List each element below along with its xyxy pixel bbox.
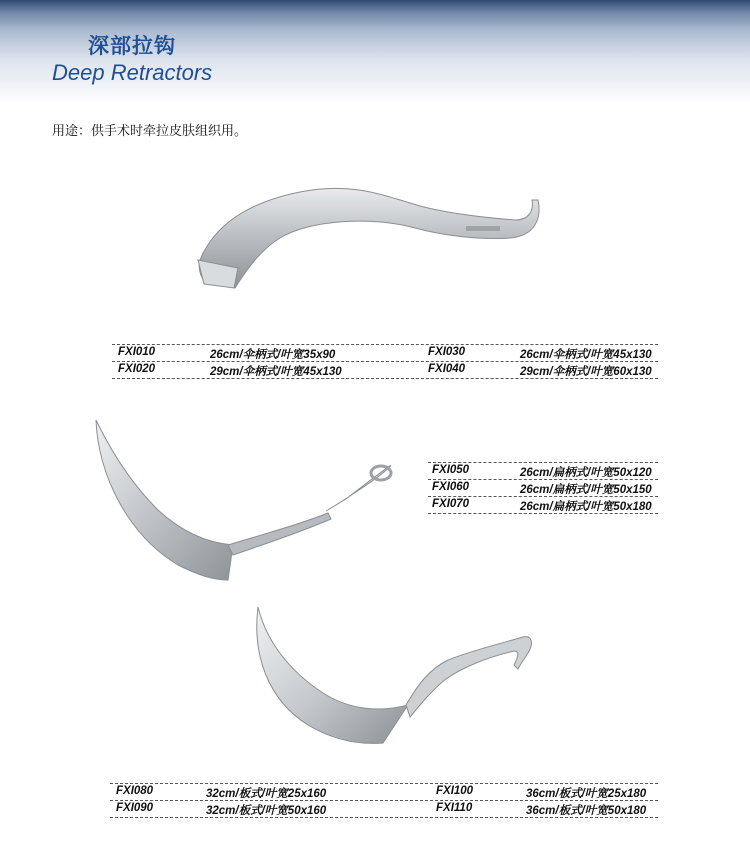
table-row xyxy=(112,362,658,379)
retractor-image-1 xyxy=(190,180,550,300)
product-desc: 36cm/板式/叶宽25x180 xyxy=(526,788,647,800)
product-code: FXI090 xyxy=(116,802,154,814)
product-desc: 32cm/板式/叶宽25x160 xyxy=(206,788,327,800)
page-title-cn: 深部拉钩 xyxy=(88,34,176,58)
table-row xyxy=(110,801,658,818)
product-desc: 29cm/伞柄式/叶宽45x130 xyxy=(210,366,342,378)
product-code: FXI050 xyxy=(432,464,470,476)
product-code: FXI030 xyxy=(428,346,466,358)
retractor-image-3 xyxy=(248,605,538,750)
table-row xyxy=(110,783,658,801)
product-desc: 29cm/伞柄式/叶宽60x130 xyxy=(520,366,652,378)
product-code: FXI040 xyxy=(428,363,466,375)
retractor-image-2 xyxy=(88,415,408,590)
table-row xyxy=(428,497,658,514)
product-desc: 26cm/扁柄式/叶宽50x180 xyxy=(520,501,652,513)
product-desc: 32cm/板式/叶宽50x160 xyxy=(206,805,327,817)
purpose-text: 用途：供手术时牵拉皮肤组织用。 xyxy=(52,124,248,139)
spec-table-1 xyxy=(112,344,658,379)
page-title-en: Deep Retractors xyxy=(52,60,213,85)
product-code: FXI110 xyxy=(436,802,473,814)
product-code: FXI060 xyxy=(432,481,470,493)
table-row xyxy=(112,344,658,362)
spec-table-2 xyxy=(428,462,658,514)
product-desc: 36cm/板式/叶宽50x180 xyxy=(526,805,647,817)
product-desc: 26cm/扁柄式/叶宽50x120 xyxy=(520,467,652,479)
product-code: FXI100 xyxy=(436,785,474,797)
product-code: FXI070 xyxy=(432,498,470,510)
product-code: FXI020 xyxy=(118,363,156,375)
product-code: FXI080 xyxy=(116,785,154,797)
product-desc: 26cm/伞柄式/叶宽35x90 xyxy=(210,349,336,361)
table-row xyxy=(428,462,658,480)
spec-table-3 xyxy=(110,783,658,818)
product-desc: 26cm/伞柄式/叶宽45x130 xyxy=(520,349,652,361)
product-desc: 26cm/扁柄式/叶宽50x150 xyxy=(520,484,652,496)
table-row xyxy=(428,480,658,497)
product-code: FXI010 xyxy=(118,346,156,358)
